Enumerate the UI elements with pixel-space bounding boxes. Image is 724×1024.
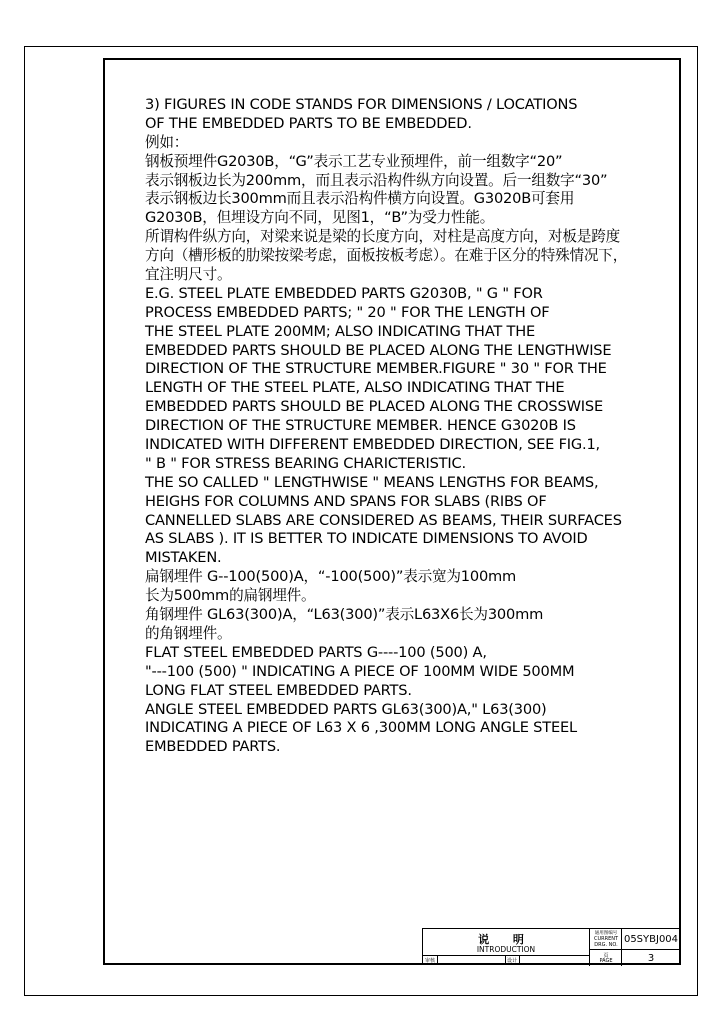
text-line: THE SO CALLED " LENGTHWISE " MEANS LENGTHS FOR BEAMS, — [145, 473, 599, 491]
text-line: 表示钢板边长300mm而且表示沿构件横方向设置。G3020B可套用 — [145, 190, 575, 208]
explanation-text — [145, 96, 675, 757]
text-line: 所谓构件纵方向，对梁来说是梁的长度方向，对柱是高度方向，对板是跨度 — [145, 228, 620, 246]
text-line: HEIGHS FOR COLUMNS AND SPANS FOR SLABS (RIBS OF — [145, 492, 547, 510]
drawing-number: 05SYBJ004 — [623, 934, 679, 945]
text-line: LONG FLAT STEEL EMBEDDED PARTS. — [145, 681, 412, 699]
text-line: 方向（槽形板的肋梁按梁考虑，面板按板考虑）。在难于区分的特殊情况下， — [145, 247, 628, 265]
text-line: DIRECTION OF THE STRUCTURE MEMBER. HENCE G3020B IS — [145, 417, 576, 435]
text-line: EMBEDDED PARTS SHOULD BE PLACED ALONG THE LENGTHWISE — [145, 341, 612, 359]
text-line: FLAT STEEL EMBEDDED PARTS G----100 (500) A, — [145, 643, 487, 661]
text-line: 例如： — [145, 133, 189, 151]
text-line: 角钢埋件 GL63(300)A，“L63(300)”表示L63X6长为300mm — [145, 606, 544, 624]
design-label: 设计 — [507, 958, 518, 964]
text-line: " B " FOR STRESS BEARING CHARICTERISTIC. — [145, 454, 466, 472]
page-number: 3 — [647, 953, 655, 964]
text-line: 的角钢埋件。 — [145, 624, 232, 642]
title-block-divider — [589, 949, 681, 950]
text-line: 表示钢板边长为200mm，而且表示沿构件纵方向设置。后一组数字“30” — [145, 171, 608, 189]
text-line: INDICATING A PIECE OF L63 X 6 ,300MM LONG ANGLE STEEL — [145, 719, 577, 737]
text-line: OF THE EMBEDDED PARTS TO BE EMBEDDED. — [145, 114, 472, 132]
text-line: CANNELLED SLABS ARE CONSIDERED AS BEAMS, THEIR SURFACES — [145, 511, 622, 529]
text-line: PROCESS EMBEDDED PARTS; " 20 " FOR THE LENGTH OF — [145, 303, 550, 321]
text-line: DIRECTION OF THE STRUCTURE MEMBER.FIGURE " 30 " FOR THE — [145, 360, 607, 378]
text-line: E.G. STEEL PLATE EMBEDDED PARTS G2030B, " G " FOR — [145, 284, 543, 302]
title-block-divider — [423, 955, 589, 956]
page-label-en: PAGE — [599, 958, 613, 964]
text-line: THE STEEL PLATE 200MM; ALSO INDICATING THAT THE — [145, 322, 536, 340]
sheet-title-en: INTRODUCTION — [476, 945, 536, 954]
text-line: EMBEDDED PARTS SHOULD BE PLACED ALONG THE CROSSWISE — [145, 398, 603, 416]
text-line: ANGLE STEEL EMBEDDED PARTS GL63(300)A," L63(300) — [145, 700, 547, 718]
text-line: 扁钢埋件 G--100(500)A，“-100(500)”表示宽为100mm — [145, 568, 517, 586]
text-line: 长为500mm的扁钢埋件。 — [145, 587, 316, 605]
text-line: EMBEDDED PARTS. — [145, 738, 281, 756]
drawing-number-label-en: CURRENT — [593, 936, 619, 942]
drawing-number-label-cn: 通用图编号 — [594, 931, 618, 936]
text-line: 3) FIGURES IN CODE STANDS FOR DIMENSIONS / LOCATIONS — [145, 96, 578, 113]
title-block-divider — [505, 955, 506, 965]
sheet-title-cn: 说 明 — [478, 933, 534, 946]
title-block-divider — [437, 955, 438, 965]
text-line: AS SLABS ). IT IS BETTER TO INDICATE DIMENSIONS TO AVOID — [145, 530, 588, 548]
title-block-divider — [589, 929, 590, 966]
text-line: G2030B，但埋设方向不同，见图1，“B”为受力性能。 — [145, 209, 495, 227]
text-line: 宜注明尺寸。 — [145, 266, 232, 284]
drawing-number-label-en: DRG. NO. — [594, 942, 618, 948]
title-block — [422, 928, 681, 965]
text-line: MISTAKEN. — [145, 549, 222, 567]
title-block-divider — [519, 955, 520, 965]
page-label-cn: 页 — [603, 953, 609, 959]
text-line: LENGTH OF THE STEEL PLATE, ALSO INDICATING THAT THE — [145, 379, 565, 397]
text-line: INDICATED WITH DIFFERENT EMBEDDED DIRECTION, SEE FIG.1, — [145, 436, 600, 454]
text-line: 钢板预埋件G2030B，“G”表示工艺专业预埋件，前一组数字“20” — [145, 152, 563, 170]
audit-label: 审核 — [425, 958, 436, 964]
text-line: "---100 (500) " INDICATING A PIECE OF 100MM WIDE 500MM — [145, 662, 575, 680]
